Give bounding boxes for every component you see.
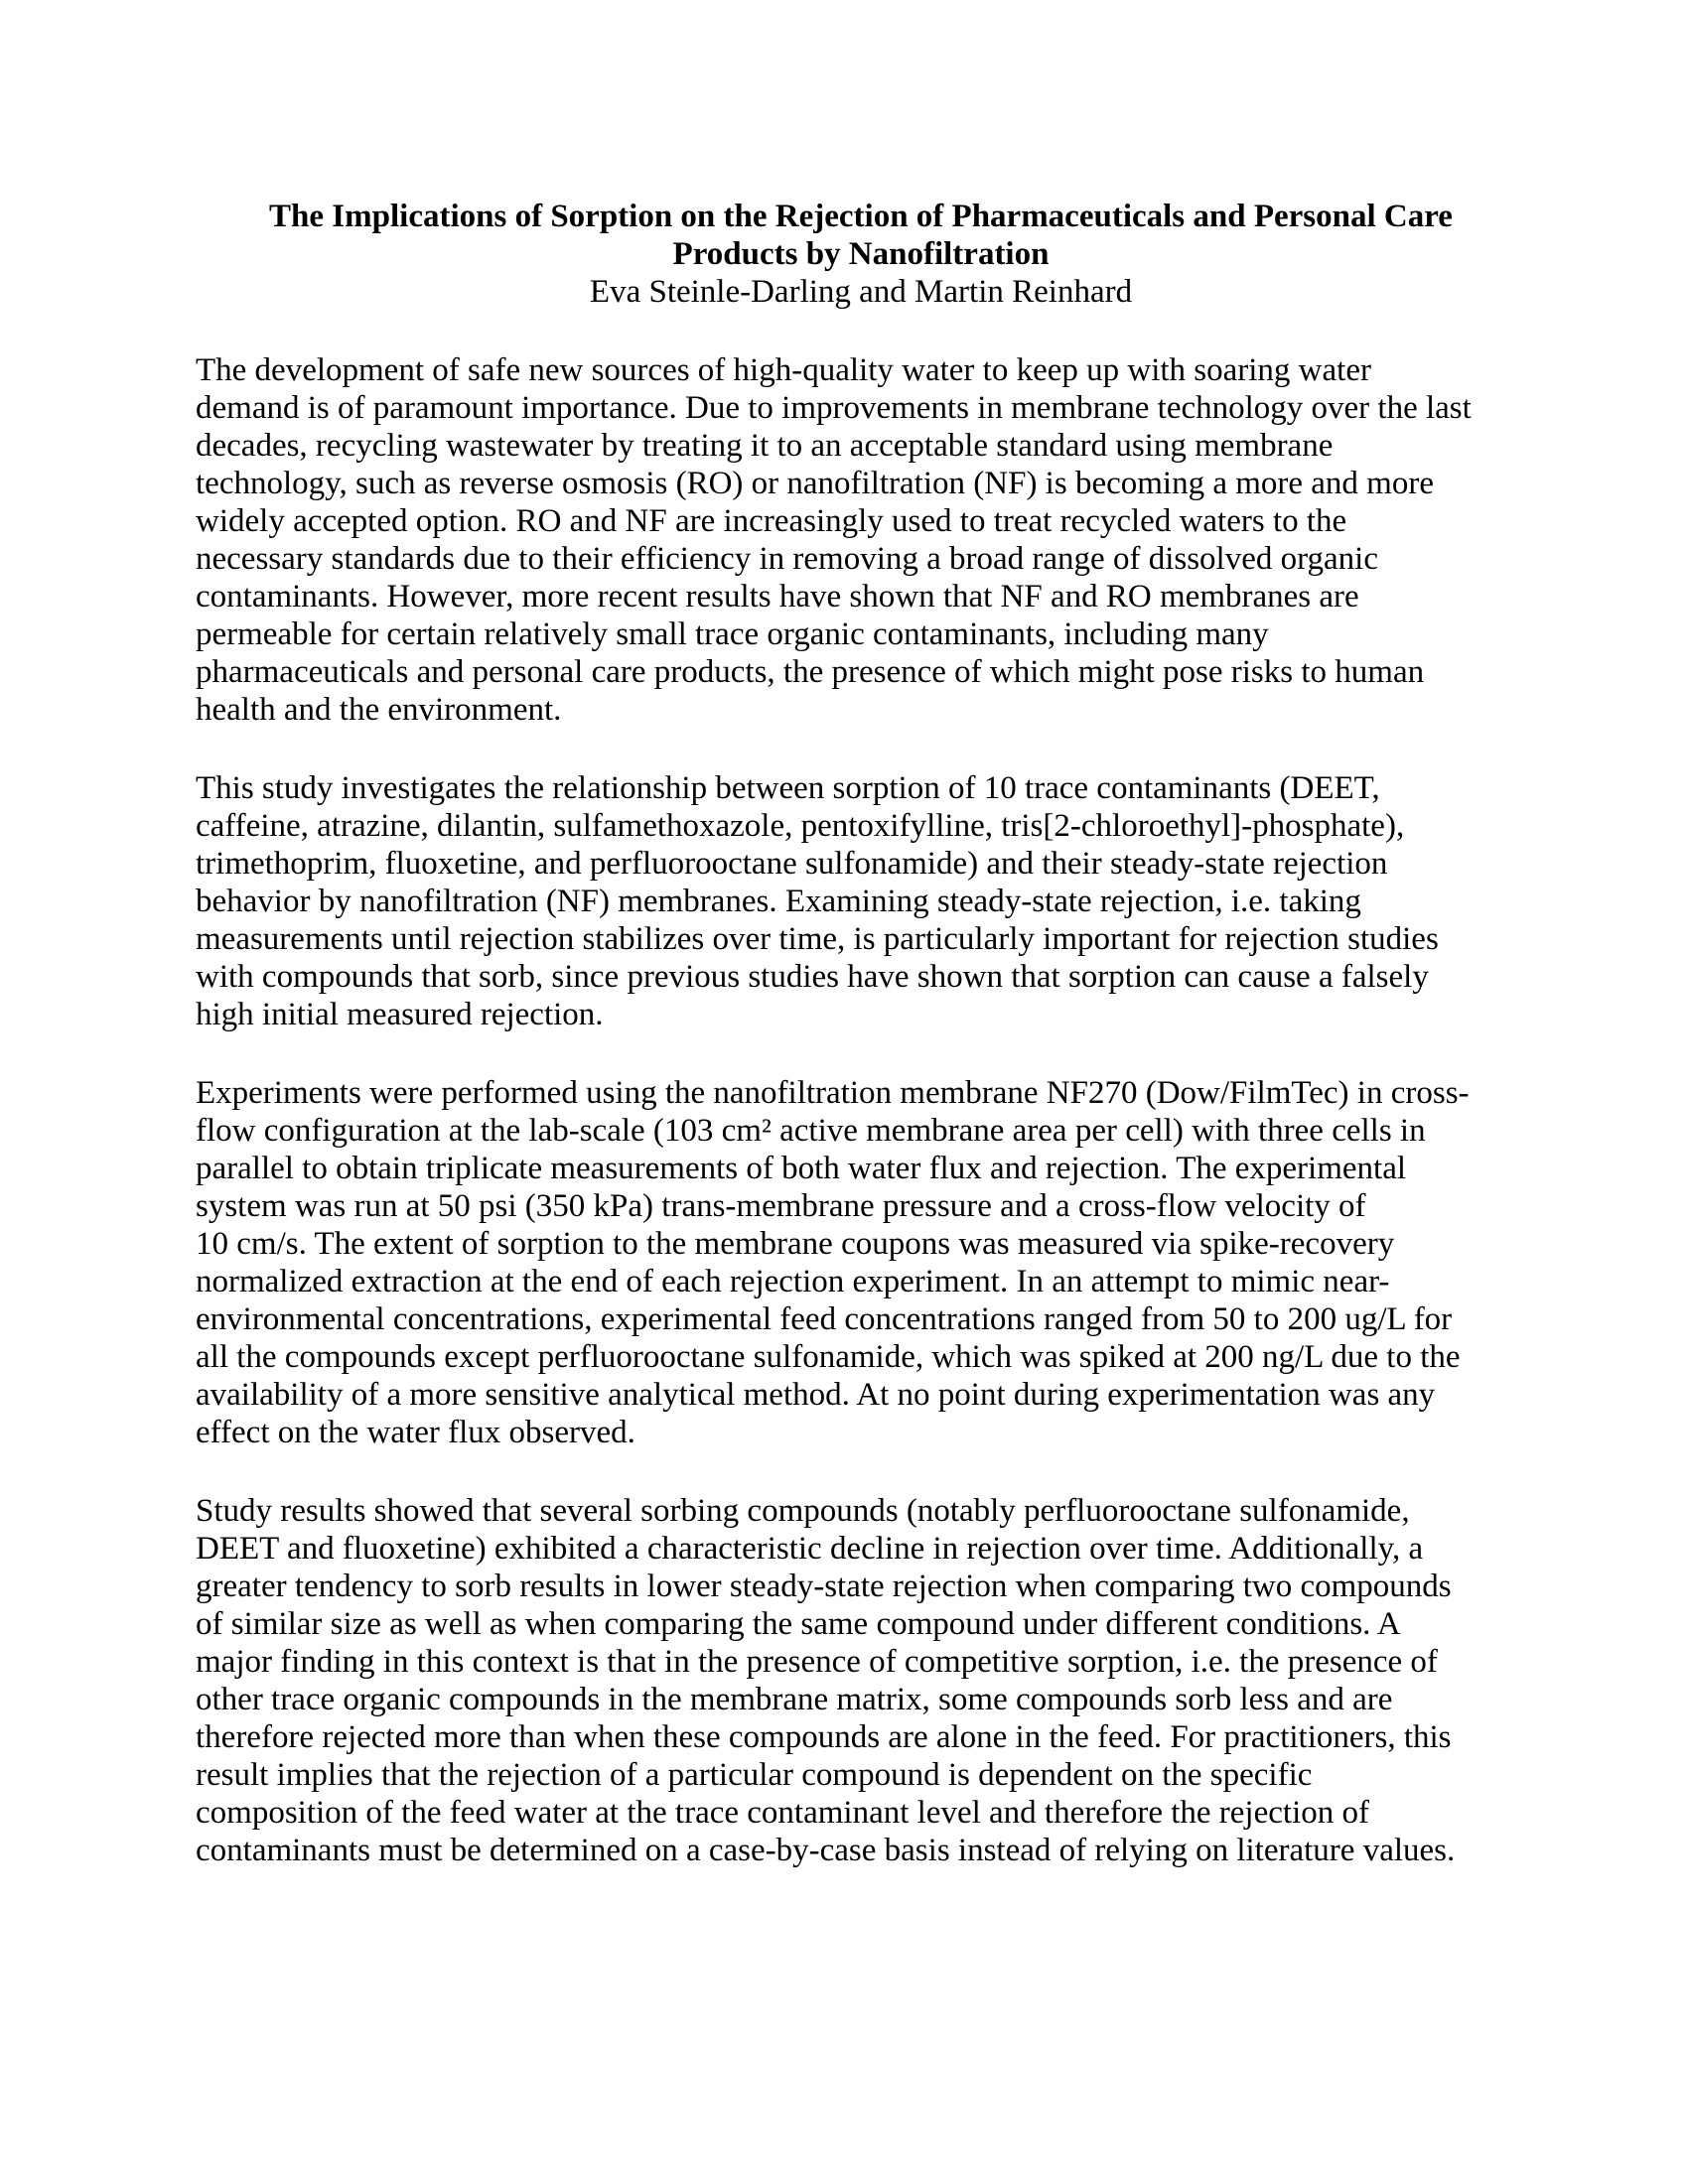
- paper-title: The Implications of Sorption on the Rejection of Pharmaceuticals and Personal Care Products by Nanofiltration: [269, 199, 1453, 272]
- page-content: [196, 198, 1526, 1869]
- abstract-paragraph-2: This study investigates the relationship between sorption of 10 trace contaminants (DEET, caffeine, atrazine, dilantin, sulfamethoxazole, pentoxifylline, tris[2-chloroethyl]-phosphate), trimethoprim, fluoxetine, and perfluorooctane sulfonamide) and their steady-state rejection behavior by nanofiltration (NF) membranes. Examining steady-state rejection, i.e. taking measurements until rejection stabilizes over time, is particularly important for rejection studies with compounds that sorb, since previous studies have shown that sorption can cause a falsely high initial measured rejection.: [196, 770, 1439, 1032]
- abstract-paragraph-3: Experiments were performed using the nanofiltration membrane NF270 (Dow/FilmTec) in cross- flow configuration at the lab-scale (103 cm² active membrane area per cell) with three cells in parallel to obtain triplicate measurements of both water flux and rejection. The experimental system was run at 50 psi (350 kPa) trans-membrane pressure and a cross-flow velocity of 10 cm/s. The extent of sorption to the membrane coupons was measured via spike-recovery normalized extraction at the end of each rejection experiment. In an attempt to mimic near- environmental concentrations, experimental feed concentrations ranged from 50 to 200 ug/L for all the compounds except perfluorooctane sulfonamide, which was spiked at 200 ng/L due to the availability of a more sensitive analytical method. At no point during experimentation was any effect on the water flux observed.: [196, 1075, 1470, 1450]
- paper-authors: Eva Steinle-Darling and Martin Reinhard: [589, 274, 1133, 310]
- abstract-paragraph-4: Study results showed that several sorbing compounds (notably perfluorooctane sulfonamide, DEET and fluoxetine) exhibited a characteristic decline in rejection over time. Additionally, a greater tendency to sorb results in lower steady-state rejection when comparing two compounds of similar size as well as when comparing the same compound under different conditions. A major finding in this context is that in the presence of competitive sorption, i.e. the presence of other trace organic compounds in the membrane matrix, some compounds sorb less and are therefore rejected more than when these compounds are alone in the feed. For practitioners, this result implies that the rejection of a particular compound is dependent on the specific composition of the feed water at the trace contaminant level and therefore the rejection of contaminants must be determined on a case-by-case basis instead of relying on literature values.: [196, 1493, 1456, 1868]
- abstract-paragraph-1: The development of safe new sources of high-quality water to keep up with soaring water demand is of paramount importance. Due to improvements in membrane technology over the last decades, recycling wastewater by treating it to an acceptable standard using membrane technology, such as reverse osmosis (RO) or nanofiltration (NF) is becoming a more and more widely accepted option. RO and NF are increasingly used to treat recycled waters to the necessary standards due to their efficiency in removing a broad range of dissolved organic contaminants. However, more recent results have shown that NF and RO membranes are permeable for certain relatively small trace organic contaminants, including many pharmaceuticals and personal care products, the presence of which might pose risks to human health and the environment.: [196, 352, 1472, 728]
